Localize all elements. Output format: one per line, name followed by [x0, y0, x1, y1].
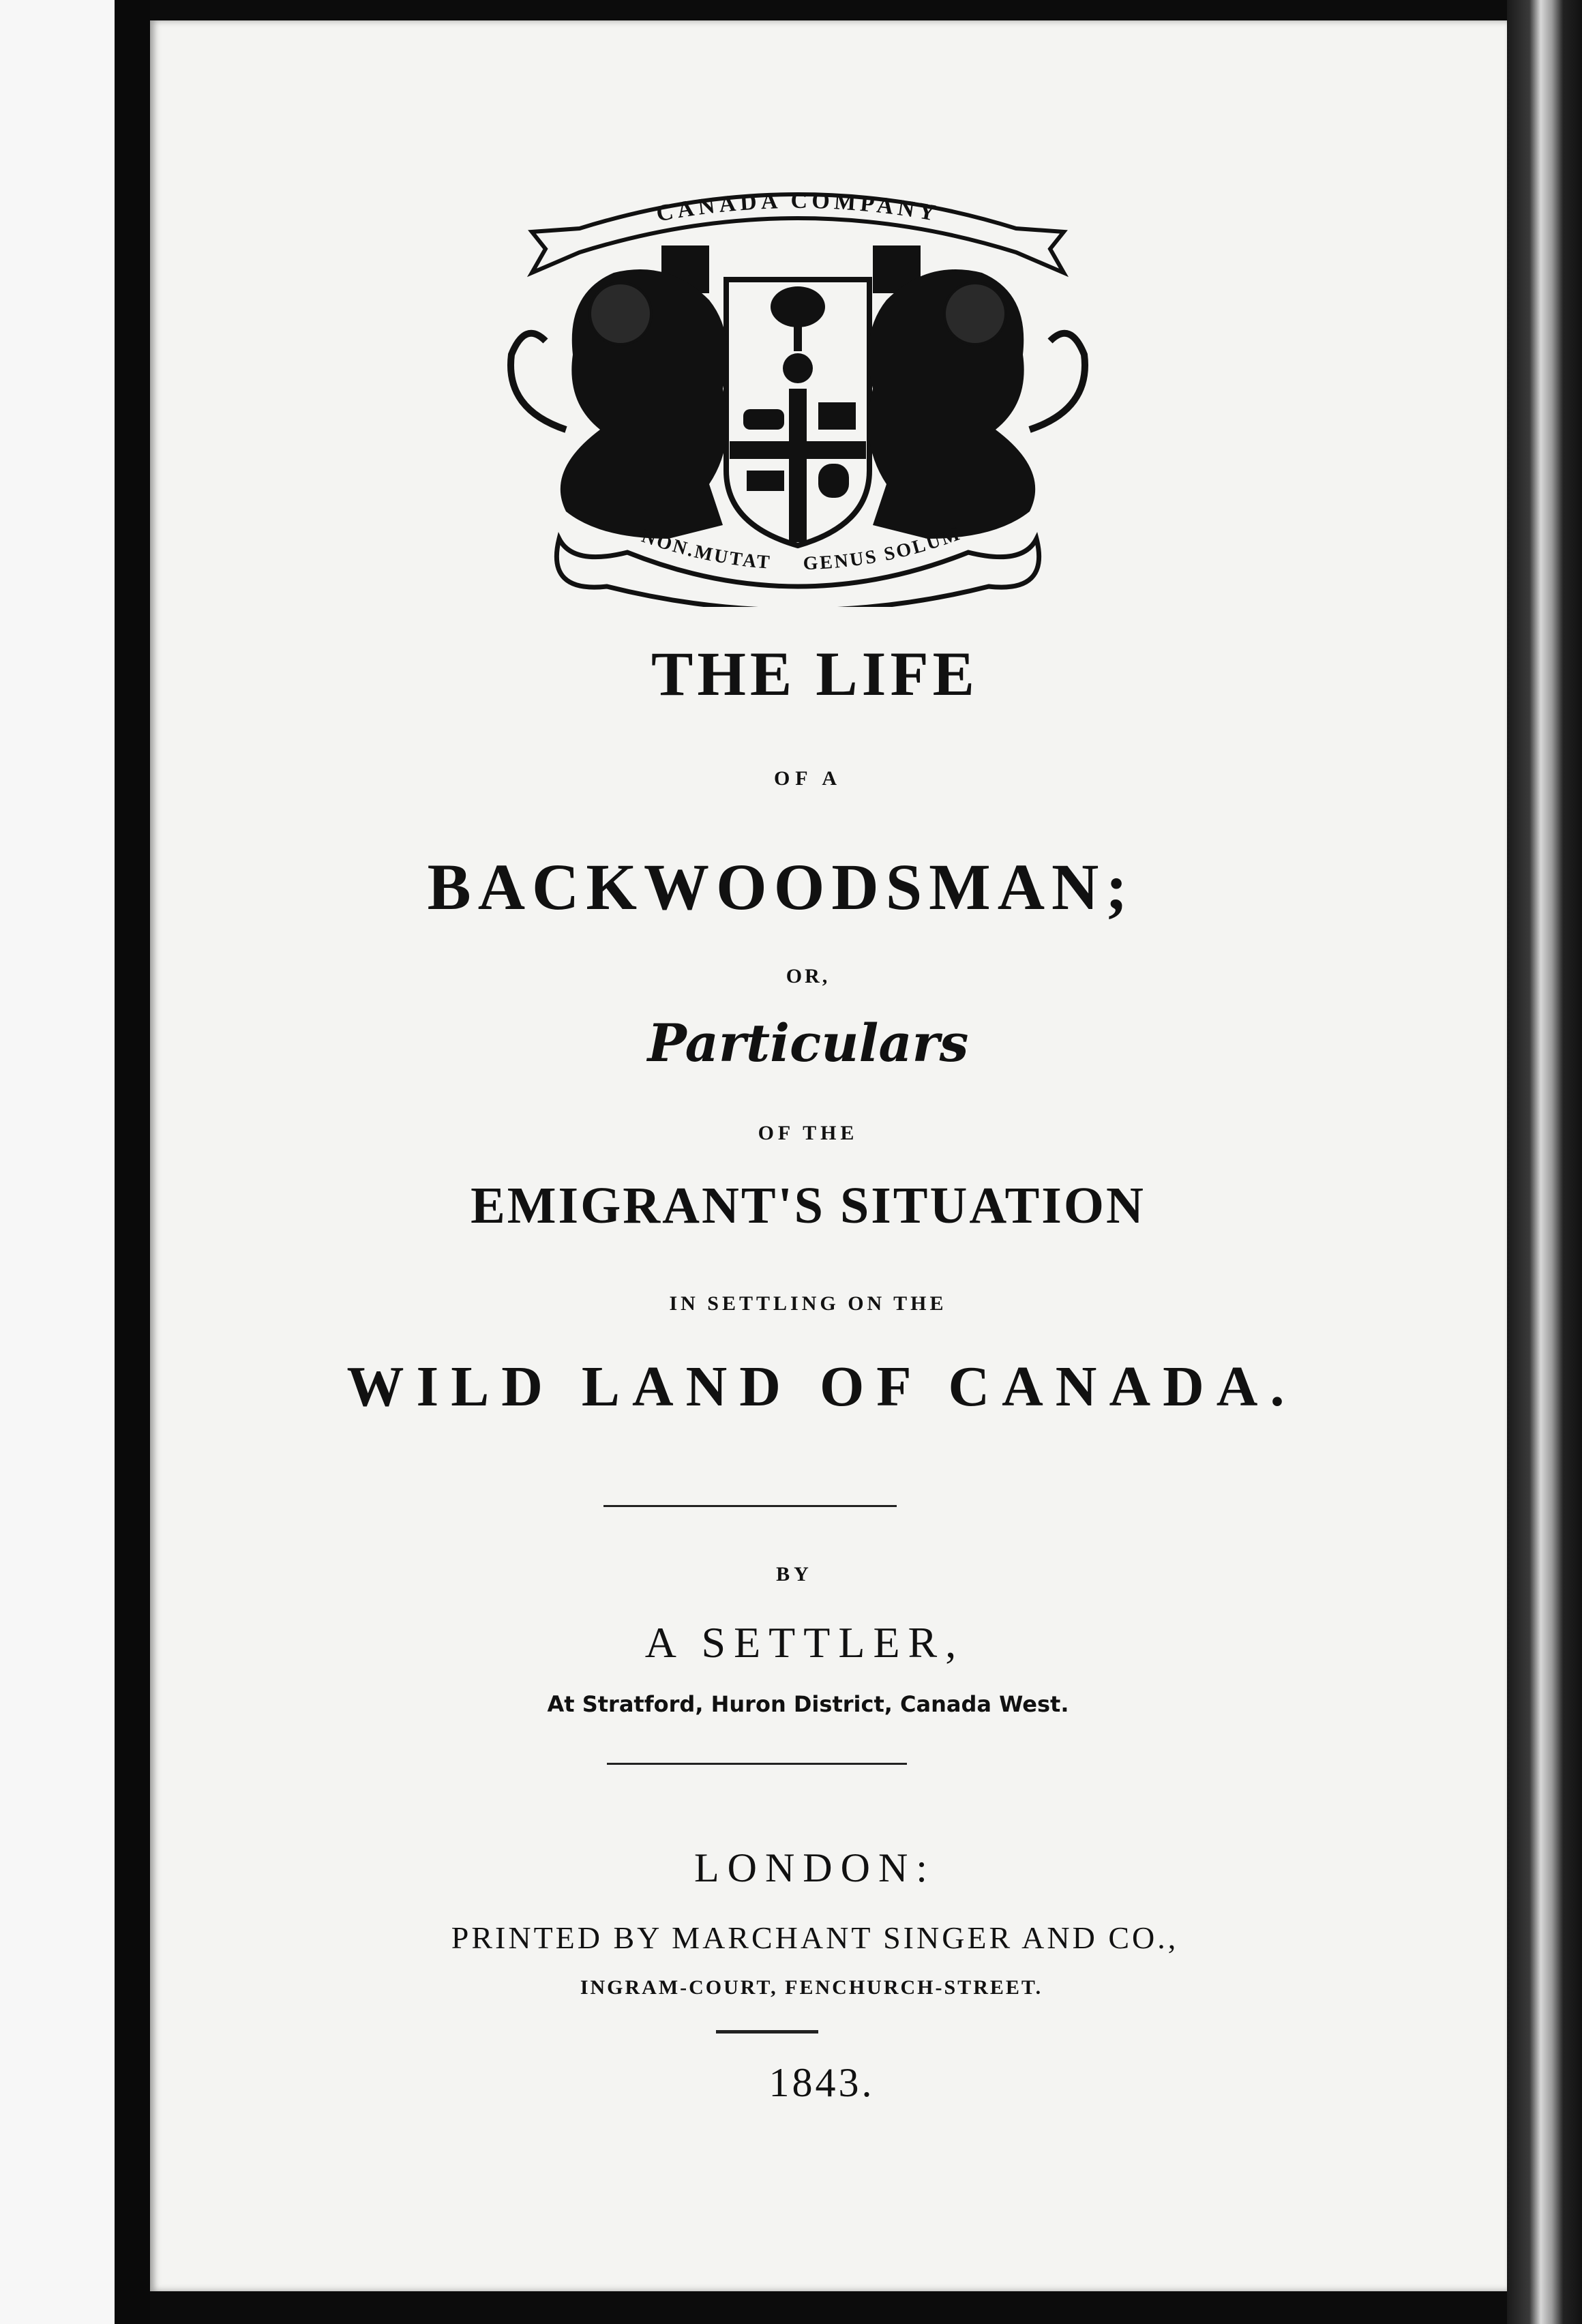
- canada-company-coat-of-arms: [464, 184, 1132, 607]
- author-location: At Stratford, Huron District, Canada West.: [547, 1691, 1069, 1717]
- title-wild-land: WILD LAND OF CANADA.: [346, 1355, 1297, 1418]
- title-the-life: THE LIFE: [651, 639, 979, 709]
- divider-rule: [716, 2030, 818, 2034]
- imprint-city: LONDON:: [694, 1845, 936, 1890]
- title-or: OR,: [786, 965, 831, 987]
- banner-text: CANADA COMPANY: [654, 188, 942, 227]
- title-particulars: Particulars: [647, 1013, 969, 1073]
- title-page: [150, 20, 1507, 2291]
- divider-rule: [607, 1763, 907, 1765]
- imprint-printer: PRINTED BY MARCHANT SINGER AND CO.,: [451, 1920, 1179, 1955]
- author-by: BY: [776, 1563, 813, 1585]
- motto-right-text: GENUS SOLUM: [803, 522, 965, 575]
- page-edge: [1507, 0, 1582, 2324]
- facing-page: [0, 0, 115, 2324]
- imprint-address: INGRAM-COURT, FENCHURCH-STREET.: [580, 1976, 1043, 1999]
- imprint-year: 1843.: [768, 2060, 875, 2105]
- title-emigrants-situation: EMIGRANT'S SITUATION: [471, 1177, 1146, 1234]
- title-of-a: OF A: [773, 767, 843, 790]
- title-of-the: OF THE: [758, 1122, 859, 1144]
- title-in-settling: IN SETTLING ON THE: [669, 1292, 947, 1315]
- author-name: A SETTLER,: [644, 1618, 965, 1667]
- motto-left-text: NON.MUTAT: [638, 525, 773, 573]
- book-gutter: [115, 0, 150, 2324]
- divider-rule: [603, 1505, 897, 1507]
- title-backwoodsman: BACKWOODSMAN;: [427, 850, 1135, 923]
